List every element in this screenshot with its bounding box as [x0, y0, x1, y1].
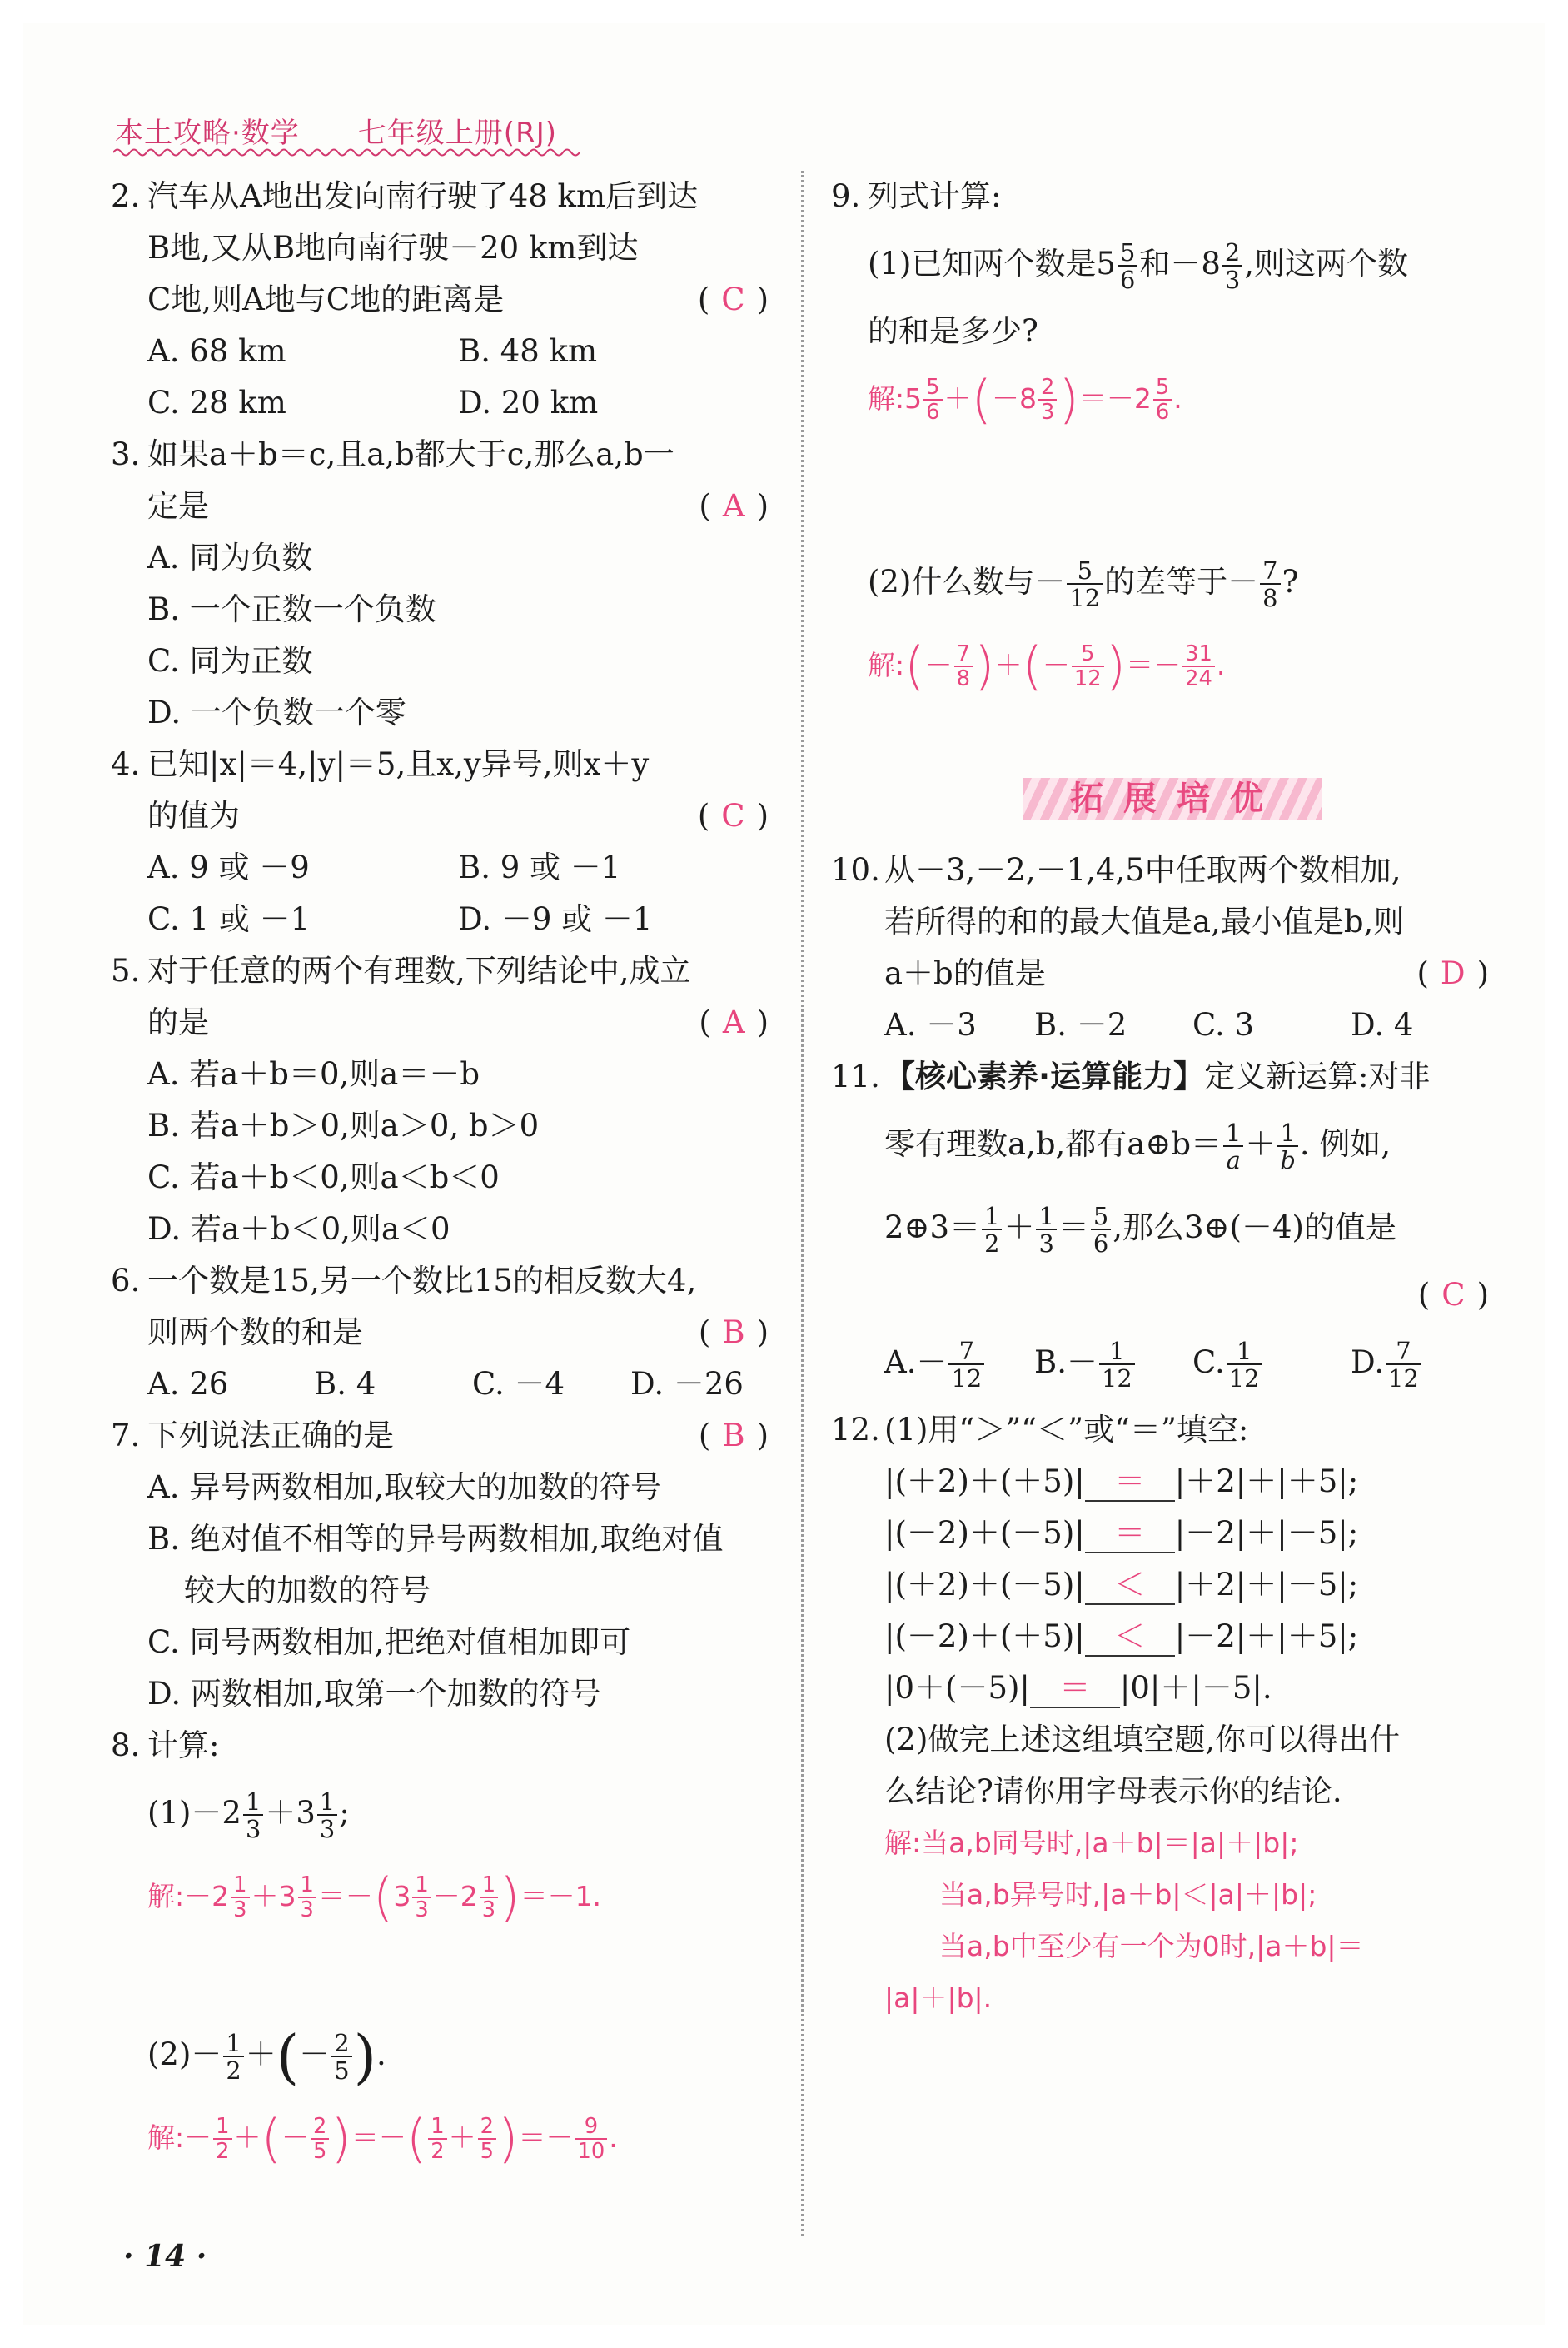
option-a: A. 同为负数	[147, 540, 313, 576]
fill-blank: ＝	[1085, 1463, 1175, 1502]
question-text: 汽车从A地出发向南行驶了48 km后到达	[147, 178, 699, 214]
q9-solution2: 解:(－ $\frac{7}{8}$ )＋(－ $\frac{5}{12}$ )＝－ $\frac{31}{24}$ .	[868, 636, 1226, 697]
question-10	[831, 845, 1489, 1000]
question-text: 对于任意的两个有理数,下列结论中,成立	[147, 953, 691, 989]
question-text: 则两个数的和是	[147, 1314, 363, 1350]
option-d: D. 20 km	[458, 385, 599, 421]
options	[111, 894, 769, 945]
question-number: 5.	[111, 953, 141, 989]
option-c: C. $\frac{1}{12}$	[1192, 1321, 1351, 1404]
option-b: B. －2	[1034, 1007, 1127, 1043]
options	[831, 1000, 1489, 1051]
q8-solution2: 解:－ $\frac{1}{2}$ ＋(－ $\frac{2}{5}$ )＝－( $\frac{1}{2}$ ＋ $\frac{2}{5}$ )＝－ $\frac{9}{10}$ .	[147, 2108, 618, 2170]
left-column	[111, 171, 769, 2180]
option-b: B. 9 或 －1	[458, 850, 621, 885]
q9-part1: (1)已知两个数是5 $\frac{5}{6}$ 和－8 $\frac{2}{3}$ ,则这两个数	[868, 237, 1409, 294]
compare-row: |(－2)＋(＋5)| ＜ |－2|＋|＋5|;	[884, 1611, 1489, 1663]
question-text: 定义新运算:对非	[1204, 1059, 1431, 1094]
question-text: 的和是多少?	[868, 313, 1038, 349]
options	[111, 842, 769, 894]
q8-part2: (2)－ $\frac{1}{2}$ ＋(－ $\frac{2}{5}$ ).	[147, 2022, 386, 2091]
right-column	[831, 171, 1489, 2024]
question-text: ,那么3⊕(－4)的值是	[1113, 1209, 1396, 1245]
question-text: 计算:	[147, 1727, 220, 1763]
question-text: (1)用“＞”“＜”或“＝”填空:	[884, 1412, 1249, 1448]
solution-line: 当a,b中至少有一个为0时,|a＋b|＝	[939, 1930, 1364, 1962]
question-text: (2)什么数与	[868, 564, 1035, 600]
question-number: 3.	[111, 436, 141, 472]
option-c: C. 3	[1192, 1007, 1255, 1043]
question-text: 如果a＋b＝c,且a,b都大于c,那么a,b一	[147, 436, 674, 472]
answer-letter: C	[721, 282, 745, 317]
header-left: 本土攻略·数学	[115, 117, 300, 150]
option-d: D. 两数相加,取第一个加数的符号	[147, 1676, 601, 1712]
option-d: D. －26	[630, 1366, 744, 1402]
option-c: C. 1 或 －1	[147, 901, 311, 937]
question-text: 的值为	[147, 798, 240, 834]
option-a: A. 异号两数相加,取较大的加数的符号	[147, 1469, 662, 1505]
answer-bracket: ( A )	[699, 1005, 769, 1040]
answer-bracket: ( D )	[1416, 955, 1489, 991]
option-b: B. 绝对值不相等的异号两数相加,取绝对值	[147, 1521, 724, 1557]
question-text: 列式计算:	[868, 178, 1002, 214]
question-number: 10.	[831, 852, 880, 888]
fill-blank: ＜	[1085, 1567, 1175, 1605]
part-label: (2)	[147, 2036, 192, 2072]
q8-part1: (1)－2 $\frac{1}{3}$ ＋3 $\frac{1}{3}$ ;	[147, 1787, 350, 1843]
option-d: D. 若a＋b＜0,则a＜0	[147, 1211, 450, 1247]
question-3	[111, 429, 769, 532]
question-text: 零有理数a,b,都有a⊕b＝	[884, 1126, 1222, 1162]
option-a: A. 若a＋b＝0,则a＝－b	[147, 1056, 480, 1092]
answer-letter: D	[1440, 955, 1466, 991]
answer-letter: A	[722, 1005, 745, 1040]
section-banner	[831, 753, 1489, 845]
options	[111, 326, 769, 377]
option-c: C. 同号两数相加,把绝对值相加即可	[147, 1624, 631, 1660]
question-number: 4.	[111, 746, 141, 782]
question-text: . 例如,	[1299, 1126, 1391, 1162]
running-header	[115, 110, 557, 151]
option-b: B. 若a＋b＞0,则a＞0, b＞0	[147, 1108, 540, 1144]
punct: .	[376, 2036, 386, 2072]
punct: ;	[339, 1795, 350, 1831]
option-c: C. 同为正数	[147, 643, 313, 679]
option-a: A.－ $\frac{7}{12}$	[884, 1321, 1034, 1404]
answer-letter: C	[721, 798, 745, 834]
punct: .	[609, 2121, 618, 2154]
option-d: D. 一个负数一个零	[147, 695, 406, 730]
question-text: 一个数是15,另一个数比15的相反数大4,	[147, 1263, 697, 1299]
question-text: 已知|x|＝4,|y|＝5,且x,y异号,则x＋y	[147, 746, 650, 782]
solution-line: 当a,b异号时,|a＋b|＜|a|＋|b|;	[939, 1878, 1317, 1911]
compare-row: |(＋2)＋(＋5)| ＝ |＋2|＋|＋5|;	[884, 1456, 1489, 1508]
compare-row: |0＋(－5)| ＝ |0|＋|－5|.	[884, 1663, 1489, 1714]
question-number: 9.	[831, 178, 861, 214]
compare-row: |(－2)＋(－5)| ＝ |－2|＋|－5|;	[884, 1508, 1489, 1559]
answer-letter: B	[722, 1418, 745, 1453]
question-number: 8.	[111, 1727, 141, 1763]
tag-label: 【核心素养·运算能力】	[884, 1059, 1205, 1094]
question-number: 12.	[831, 1412, 880, 1448]
option-c: C. 28 km	[147, 385, 286, 421]
answer-bracket: ( A )	[699, 488, 769, 524]
solution-prefix: 解:	[147, 1880, 185, 1912]
answer-letter: A	[722, 488, 745, 524]
question-text: (2)做完上述这组填空题,你可以得出什	[884, 1722, 1401, 1757]
answer-bracket: ( C )	[1417, 1277, 1489, 1313]
compare-row: |(＋2)＋(－5)| ＜ |＋2|＋|－5|;	[884, 1559, 1489, 1611]
answer-letter: C	[1441, 1277, 1466, 1313]
option-a: A. －3	[884, 1007, 977, 1043]
question-text: 定是	[147, 488, 209, 524]
question-number: 7.	[111, 1418, 141, 1453]
question-text: 的是	[147, 1005, 209, 1040]
option-b: B. 48 km	[458, 333, 598, 369]
options	[831, 1321, 1489, 1404]
solution-prefix: 解:	[868, 382, 905, 415]
fill-blank: ＝	[1085, 1515, 1175, 1553]
question-text: 和	[1139, 246, 1171, 282]
question-number: 11.	[831, 1059, 880, 1094]
banner-title: 拓展培优	[1070, 780, 1283, 818]
option-c: C. 若a＋b＜0,则a＜b＜0	[147, 1159, 500, 1195]
fill-blank: ＜	[1085, 1618, 1175, 1657]
question-11: 11. 【核心素养·运算能力】定义新运算:对非 零有理数a,b,都有a⊕b＝ $\frac{1}{a}$ ＋ $\frac{1}{b}$ . 例如, 2⊕3＝ $\frac{1}{2}$ ＋ $\frac{1}{3}$ ＝ $\frac{5}{6}$ ,那么3⊕(－4)的值是 ( C )	[831, 1051, 1489, 1321]
options	[111, 1358, 769, 1410]
part-label: (1)	[147, 1795, 192, 1831]
question-9	[831, 171, 1489, 222]
answer-bracket: ( C )	[697, 798, 769, 834]
q9-solution1: 解:5 $\frac{5}{6}$ ＋(－8 $\frac{2}{3}$ )＝－2 $\frac{5}{6}$ .	[868, 369, 1182, 431]
q9-part2: (2)什么数与－ $\frac{5}{12}$ 的差等于－ $\frac{7}{8}$ ?	[868, 556, 1299, 612]
question-text: ?	[1282, 564, 1299, 600]
question-text: (1)已知两个数是	[868, 246, 1097, 282]
question-text: C地,则A地与C地的距离是	[147, 282, 505, 317]
header-right: 七年级上册(RJ)	[357, 117, 557, 150]
question-12	[831, 1404, 1489, 1456]
answer-letter: B	[722, 1314, 745, 1350]
solution-result: ＝－1.	[520, 1880, 602, 1912]
q12-rows	[831, 1456, 1489, 2024]
answer-bracket: ( B )	[698, 1418, 769, 1453]
question-text: 若所得的和的最大值是a,最小值是b,则	[884, 904, 1405, 940]
question-2	[111, 171, 769, 326]
option-d: D. －9 或 －1	[458, 901, 653, 937]
option-c: C. －4	[472, 1366, 565, 1402]
option-b-continued: 较大的加数的符号	[184, 1573, 431, 1608]
option-a: A. 68 km	[147, 333, 286, 369]
option-a: A. 9 或 －9	[147, 850, 310, 885]
question-number: 6.	[111, 1263, 141, 1299]
question-text: 的差等于	[1104, 564, 1228, 600]
solution-prefix: 解:	[868, 649, 905, 681]
question-8	[111, 1720, 769, 1772]
question-6	[111, 1255, 769, 1358]
question-number: 2.	[111, 178, 141, 214]
question-text: 从－3,－2,－1,4,5中任取两个数相加,	[884, 852, 1401, 888]
option-a: A. 26	[147, 1366, 229, 1402]
q8-solution1: 解:－2 $\frac{1}{3}$ ＋3 $\frac{1}{3}$ ＝－(3 $\frac{1}{3}$ －2 $\frac{1}{3}$ )＝－1.	[147, 1867, 602, 1928]
question-4	[111, 739, 769, 842]
solution-prefix: 解:	[147, 2121, 185, 2154]
answer-bracket: ( C )	[697, 282, 769, 317]
solution-line: 解:当a,b同号时,|a＋b|＝|a|＋|b|;	[884, 1827, 1299, 1859]
question-text: 下列说法正确的是	[147, 1418, 394, 1453]
header-wavy-underline	[113, 147, 580, 158]
options	[111, 377, 769, 429]
question-text: 么结论?请你用字母表示你的结论.	[884, 1773, 1342, 1809]
question-text: B地,又从B地向南行驶－20 km到达	[147, 230, 639, 266]
option-b: B. 一个正数一个负数	[147, 591, 436, 627]
question-7	[111, 1410, 769, 1462]
fill-blank: ＝	[1030, 1670, 1120, 1708]
page-number: · 14 ·	[123, 2239, 207, 2274]
answer-bracket: ( B )	[698, 1314, 769, 1350]
option-b: B. 4	[314, 1366, 376, 1402]
option-d: D. 4	[1351, 1007, 1414, 1043]
question-5	[111, 945, 769, 1049]
question-text: 2⊕3＝	[884, 1209, 981, 1245]
question-text: ,则这两个数	[1244, 246, 1409, 282]
column-divider	[801, 171, 804, 2236]
option-d: D. $\frac{7}{12}$	[1351, 1321, 1423, 1404]
solution-line: |a|＋|b|.	[884, 1982, 993, 2014]
question-text: a＋b的值是	[884, 955, 1046, 991]
option-b: B.－ $\frac{1}{12}$	[1034, 1321, 1192, 1404]
